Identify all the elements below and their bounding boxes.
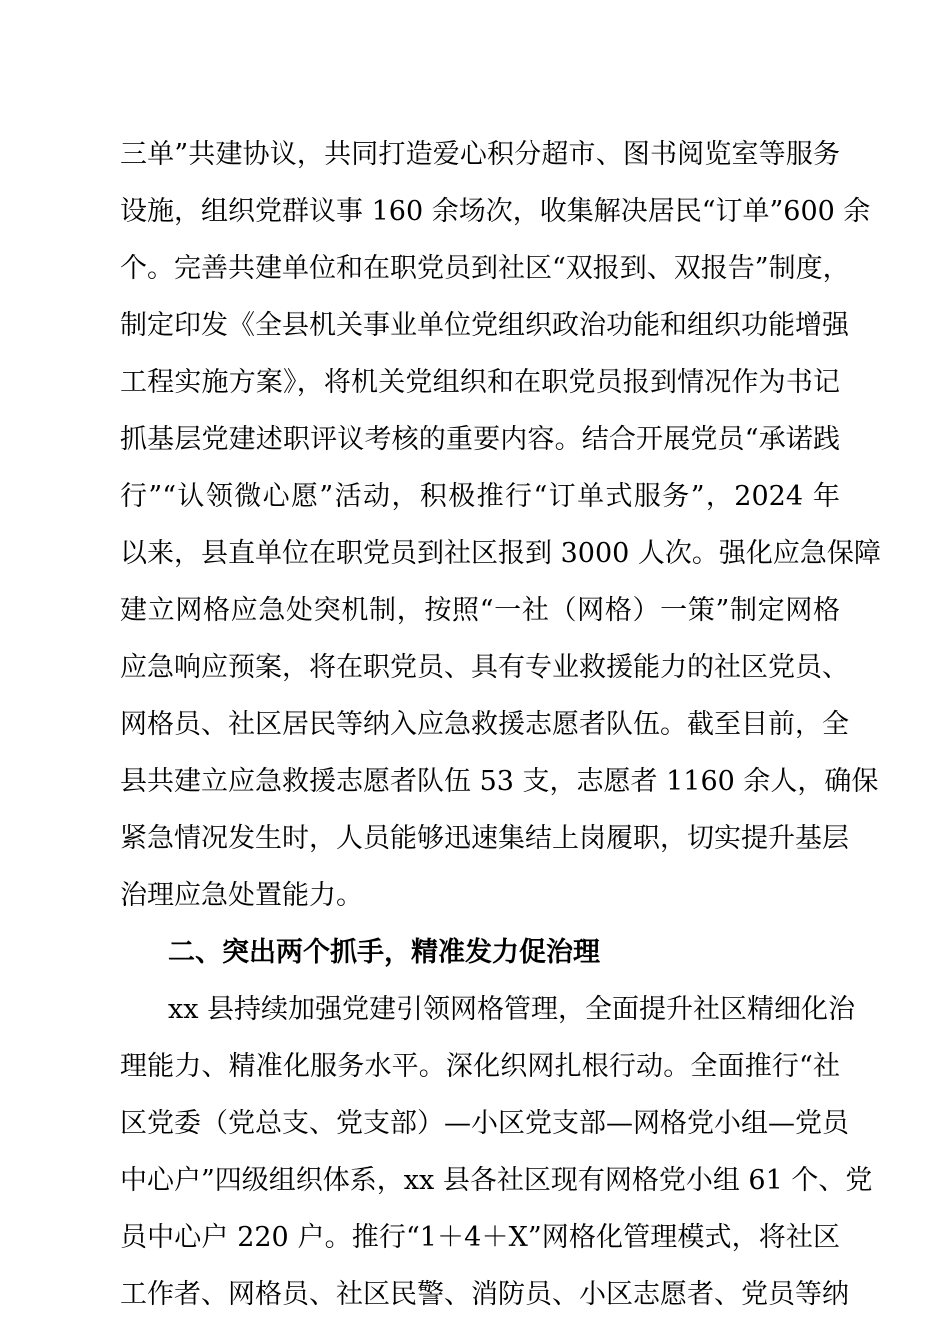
paragraph-line: 设施，组织党群议事 160 余场次，收集解决居民“订单”600 余 xyxy=(120,196,871,227)
section-heading: 二、突出两个抓手，精准发力促治理 xyxy=(168,937,600,968)
paragraph-line: 网格员、社区居民等纳入应急救援志愿者队伍。截至目前，全 xyxy=(120,709,849,740)
paragraph-line: 员中心户 220 户。推行“1＋4＋X”网格化管理模式，将社区 xyxy=(120,1222,840,1253)
paragraph-line: 三单”共建协议，共同打造爱心积分超市、图书阅览室等服务 xyxy=(120,139,840,170)
paragraph-line: 以来，县直单位在职党员到社区报到 3000 人次。强化应急保障 xyxy=(120,538,881,569)
paragraph-line: 抓基层党建述职评议考核的重要内容。结合开展党员“承诺践 xyxy=(120,424,840,455)
paragraph-line: 理能力、精准化服务水平。深化织网扎根行动。全面推行“社 xyxy=(120,1051,840,1082)
paragraph-line: 紧急情况发生时，人员能够迅速集结上岗履职，切实提升基层 xyxy=(120,823,849,854)
paragraph-line: xx 县持续加强党建引领网格管理，全面提升社区精细化治 xyxy=(168,994,856,1025)
paragraph-line: 治理应急处置能力。 xyxy=(120,880,363,911)
paragraph-line: 应急响应预案，将在职党员、具有专业救援能力的社区党员、 xyxy=(120,652,849,683)
paragraph-line: 区党委（党总支、党支部）—小区党支部—网格党小组—党员 xyxy=(120,1108,849,1139)
paragraph-line: 建立网格应急处突机制，按照“一社（网格）一策”制定网格 xyxy=(120,595,840,626)
paragraph-line: 制定印发《全县机关事业单位党组织政治功能和组织功能增强 xyxy=(120,310,849,341)
paragraph-line: 个。完善共建单位和在职党员到社区“双报到、双报告”制度， xyxy=(120,253,850,284)
paragraph-line: 行”“认领微心愿”活动，积极推行“订单式服务”，2024 年 xyxy=(120,481,840,512)
paragraph-line: 工作者、网格员、社区民警、消防员、小区志愿者、党员等纳 xyxy=(120,1279,849,1310)
paragraph-line: 工程实施方案》，将机关党组织和在职党员报到情况作为书记 xyxy=(120,367,840,398)
paragraph-line: 县共建立应急救援志愿者队伍 53 支，志愿者 1160 余人，确保 xyxy=(120,766,879,797)
paragraph-line: 中心户”四级组织体系，xx 县各社区现有网格党小组 61 个、党 xyxy=(120,1165,873,1196)
